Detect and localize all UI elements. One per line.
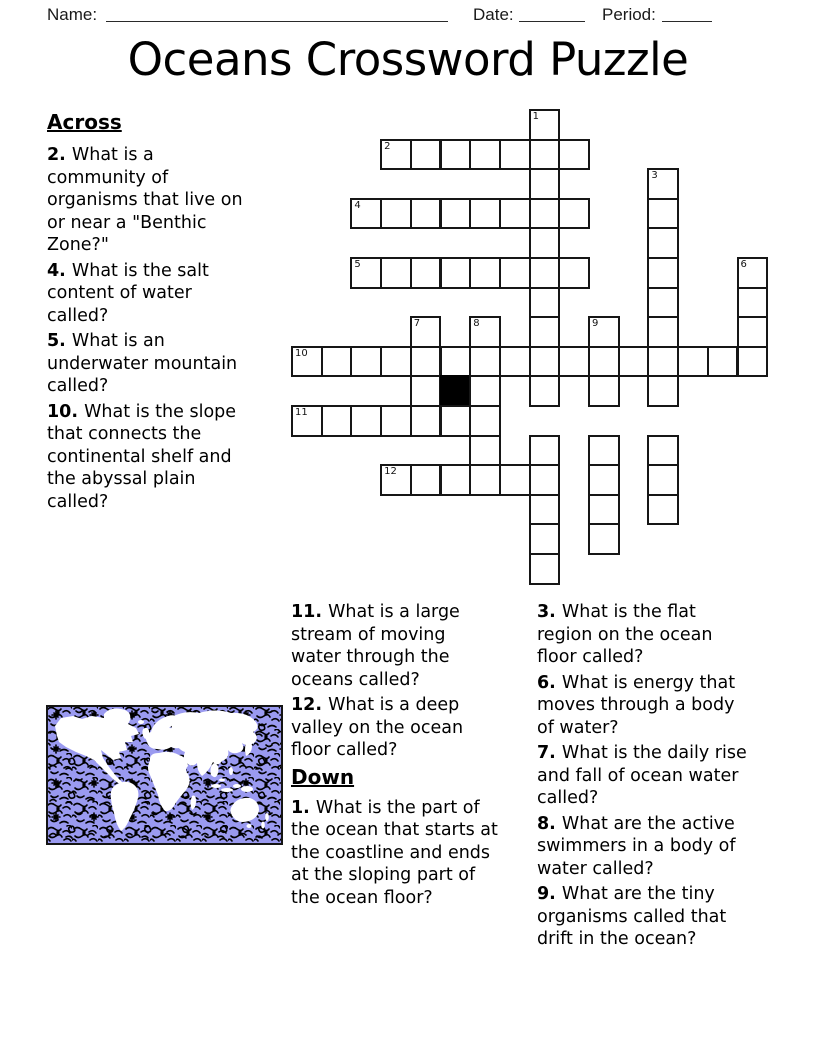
clue-6: 6. What is energy that moves through a body of water? [537, 672, 736, 738]
grid-cell-r7c8[interactable] [529, 316, 561, 348]
grid-cell-r1c6[interactable] [469, 139, 501, 171]
grid-cell-r2c8[interactable] [529, 168, 561, 200]
grid-cell-r8c13[interactable] [677, 346, 709, 378]
clue-10: 10. What is the slope that connects the continental shelf and the abyssal plain called? [47, 401, 237, 512]
grid-cell-r10c3[interactable] [380, 405, 412, 437]
grid-cell-r8c7[interactable] [499, 346, 531, 378]
grid-cell-r3c3[interactable] [380, 198, 412, 230]
name-label: Name: [47, 5, 98, 24]
date-label: Date: [473, 5, 514, 24]
cell-number-5: 5 [354, 259, 361, 270]
grid-cell-r7c15[interactable] [737, 316, 769, 348]
grid-cell-r6c8[interactable] [529, 287, 561, 319]
cell-number-1: 1 [532, 111, 539, 122]
grid-cell-r3c12[interactable] [647, 198, 679, 230]
grid-cell-r0c8[interactable] [529, 109, 561, 141]
grid-cell-r7c10[interactable] [588, 316, 620, 348]
cell-number-3: 3 [651, 170, 658, 182]
grid-cell-r12c3[interactable] [380, 464, 412, 496]
grid-cell-r13c12[interactable] [647, 494, 679, 526]
grid-cell-r1c4[interactable] [410, 139, 442, 171]
grid-cell-r5c2[interactable] [350, 257, 382, 289]
down-heading: Down [291, 764, 355, 789]
clue-9: 9. What are the tiny organisms called that drift in the ocean? [537, 884, 727, 949]
cell-number-2: 2 [384, 140, 391, 152]
grid-cell-r1c9[interactable] [558, 139, 590, 171]
grid-cell-r5c15[interactable] [737, 257, 769, 289]
grid-cell-r9c6[interactable] [469, 375, 501, 407]
clue-4: 4. What is the salt content of water called? [47, 260, 209, 326]
grid-cell-r12c12[interactable] [647, 464, 679, 496]
grid-cell-r3c8[interactable] [529, 198, 561, 230]
grid-cell-r9c5 [440, 375, 472, 407]
grid-cell-r5c5[interactable] [440, 257, 472, 289]
grid-cell-r5c3[interactable] [380, 257, 412, 289]
clue-11: 11. What is a large stream of moving water through the oceans called? [291, 602, 460, 690]
grid-cell-r3c6[interactable] [469, 198, 501, 230]
grid-cell-r5c8[interactable] [529, 257, 561, 289]
grid-cell-r11c8[interactable] [529, 435, 561, 467]
clue-2: 2. What is a community of organisms that live on or near a "Benthic Zone?" [47, 145, 243, 255]
world-map-svg [46, 705, 283, 845]
grid-cell-r12c6[interactable] [469, 464, 501, 496]
grid-cell-r8c8[interactable] [529, 346, 561, 378]
grid-cell-r8c6[interactable] [469, 346, 501, 378]
clue-1: 1. What is the part of the ocean that starts at the coastline and ends at the sloping part of the ocean floor? [291, 797, 498, 908]
grid-cell-r8c11[interactable] [618, 346, 650, 378]
grid-cell-r4c8[interactable] [529, 227, 561, 259]
period-label: Period: [602, 5, 656, 24]
grid-cell-r9c12[interactable] [647, 375, 679, 407]
grid-cell-r3c2[interactable] [350, 198, 382, 230]
grid-cell-r8c12[interactable] [647, 346, 679, 378]
grid-cell-r1c3[interactable] [380, 139, 412, 171]
grid-cell-r10c0[interactable] [291, 405, 323, 437]
grid-cell-r14c10[interactable] [588, 523, 620, 555]
cell-number-9: 9 [592, 318, 599, 330]
grid-cell-r6c15[interactable] [737, 287, 769, 319]
grid-cell-r11c12[interactable] [647, 435, 679, 467]
page-title: Oceans Crossword Puzzle [127, 33, 689, 86]
grid-cell-r10c6[interactable] [469, 405, 501, 437]
across-clues-column [47, 110, 247, 516]
grid-cell-r1c5[interactable] [440, 139, 472, 171]
grid-cell-r10c5[interactable] [440, 405, 472, 437]
grid-cell-r5c4[interactable] [410, 257, 442, 289]
grid-cell-r8c10[interactable] [588, 346, 620, 378]
date-blank-line[interactable] [519, 21, 585, 22]
right-clues-column [537, 601, 749, 954]
grid-cell-r12c10[interactable] [588, 464, 620, 496]
grid-cell-r9c10[interactable] [588, 375, 620, 407]
grid-cell-r8c1[interactable] [321, 346, 353, 378]
grid-cell-r10c4[interactable] [410, 405, 442, 437]
grid-cell-r9c4[interactable] [410, 375, 442, 407]
cell-number-6: 6 [740, 259, 747, 270]
grid-cell-r8c3[interactable] [380, 346, 412, 378]
grid-cell-r9c8[interactable] [529, 375, 561, 407]
grid-cell-r8c5[interactable] [440, 346, 472, 378]
grid-cell-r2c12[interactable] [647, 168, 679, 200]
grid-cell-r5c9[interactable] [558, 257, 590, 289]
grid-cell-r12c7[interactable] [499, 464, 531, 496]
grid-cell-r5c6[interactable] [469, 257, 501, 289]
grid-cell-r3c4[interactable] [410, 198, 442, 230]
grid-cell-r8c0[interactable] [291, 346, 323, 378]
grid-cell-r14c8[interactable] [529, 523, 561, 555]
grid-cell-r10c2[interactable] [350, 405, 382, 437]
across-heading: Across [47, 110, 122, 134]
grid-cell-r5c7[interactable] [499, 257, 531, 289]
grid-cell-r7c12[interactable] [647, 316, 679, 348]
grid-cell-r11c10[interactable] [588, 435, 620, 467]
grid-cell-r1c7[interactable] [499, 139, 531, 171]
grid-cell-r8c4[interactable] [410, 346, 442, 378]
cell-number-4: 4 [354, 199, 361, 211]
clue-12: 12. What is a deep valley on the ocean floor called? [291, 695, 464, 760]
clue-5: 5. What is an underwater mountain called? [47, 331, 238, 396]
cell-number-11: 11 [295, 407, 308, 418]
name-blank-line[interactable] [106, 21, 448, 22]
clue-7: 7. What is the daily rise and fall of ocean water called? [537, 743, 747, 808]
grid-cell-r7c6[interactable] [469, 316, 501, 348]
grid-cell-r12c8[interactable] [529, 464, 561, 496]
grid-cell-r11c6[interactable] [469, 435, 501, 467]
cell-number-12: 12 [384, 466, 397, 478]
crossword-grid [291, 109, 769, 585]
grid-cell-r15c8[interactable] [529, 553, 561, 585]
clue-3: 3. What is the flat region on the ocean floor called? [537, 602, 713, 667]
grid-cell-r7c4[interactable] [410, 316, 442, 348]
grid-cell-r6c12[interactable] [647, 287, 679, 319]
world-map-image [46, 705, 283, 845]
grid-cell-r13c8[interactable] [529, 494, 561, 526]
grid-cell-r8c14[interactable] [707, 346, 739, 378]
period-blank-line[interactable] [662, 21, 712, 22]
grid-cell-r8c9[interactable] [558, 346, 590, 378]
grid-cell-r5c12[interactable] [647, 257, 679, 289]
grid-cell-r1c8[interactable] [529, 139, 561, 171]
grid-cell-r13c10[interactable] [588, 494, 620, 526]
grid-cell-r8c2[interactable] [350, 346, 382, 378]
grid-cell-r3c5[interactable] [440, 198, 472, 230]
clue-8: 8. What are the active swimmers in a body of water called? [537, 813, 736, 879]
cell-number-8: 8 [473, 318, 480, 330]
grid-cell-r8c15[interactable] [737, 346, 769, 378]
middle-clues-column [291, 601, 499, 912]
grid-cell-r12c5[interactable] [440, 464, 472, 496]
grid-cell-r3c9[interactable] [558, 198, 590, 230]
grid-cell-r3c7[interactable] [499, 198, 531, 230]
cell-number-10: 10 [295, 347, 308, 359]
grid-cell-r4c12[interactable] [647, 227, 679, 259]
grid-cell-r12c4[interactable] [410, 464, 442, 496]
cell-number-7: 7 [413, 318, 421, 330]
grid-cell-r10c1[interactable] [321, 405, 353, 437]
